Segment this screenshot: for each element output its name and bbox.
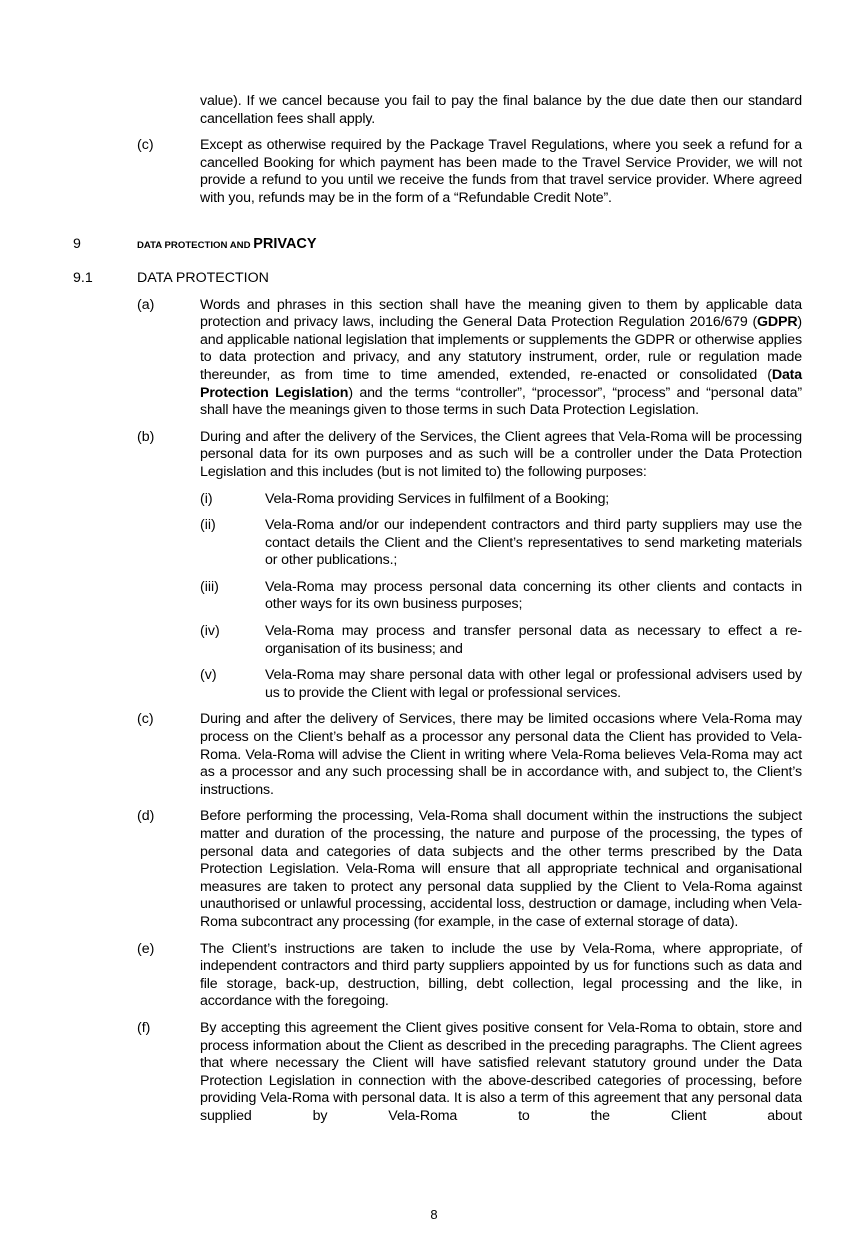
sub-clause-iii <box>0 579 856 614</box>
clause-number: (b) <box>137 428 155 445</box>
clause-number: (c) <box>137 137 154 154</box>
sub-clause-number: (i) <box>200 490 213 507</box>
clause-8-c <box>0 137 856 207</box>
clause-f <box>0 1020 856 1126</box>
clause-text: By accepting this agreement the Client gives positive consent for Vela-Roma to obtain, store and process information about the Client as described in the preceding paragraphs. The Client agrees that where necessary the Client will have satisfied relevant statutory ground under the Data Protection Legislation in connection with the above-described categories of processing, before providing Vela-Roma with personal data. It is also a term of this agreement that any personal data supplied by Vela-Roma to the Client about <box>200 1019 802 1124</box>
clause-d <box>0 808 856 931</box>
clause-text <box>200 297 802 420</box>
clause-text: During and after the delivery of Services, there may be limited occasions where Vela-Roma may process on the Client’s behalf as a processor any personal data the Client has provided to Vela-Roma. Vela-Roma will advise the Client in writing where Vela-Roma believes Vela-Roma may act as a processor and any such processing shall be in accordance with, and subject to, the Client’s instructions. <box>200 711 802 798</box>
section-heading <box>0 236 856 256</box>
clause-a <box>0 297 856 420</box>
clause-number: (e) <box>137 940 155 957</box>
continuation-paragraph <box>0 93 856 128</box>
section-number: 9 <box>73 235 81 252</box>
text-run: ) and applicable national legislation that implements or supplements the GDPR or otherwise applies to data protection and privacy, and any statutory instrument, order, rule or regulation made thereunder, as from time to time amended, extended, re-enacted or consolidated ( <box>200 314 802 383</box>
clause-text: During and after the delivery of the Services, the Client agrees that Vela-Roma will be processing personal data for its own purposes and as such will be a controller under the Data Protection Legislation and this includes (but is not limited to) the following purposes: <box>200 428 802 480</box>
clause-e <box>0 941 856 1011</box>
sub-clause-i <box>0 491 856 509</box>
defined-term: GDPR <box>757 314 798 331</box>
sub-clause-number: (ii) <box>200 517 216 534</box>
paragraph-text: value). If we cancel because you fail to pay the final balance by the due date then our standard cancellation fees shall apply. <box>200 93 802 127</box>
sub-clause-number: (v) <box>200 667 217 684</box>
sub-clause-text: Vela-Roma may process and transfer personal data as necessary to effect a re-organisation of its business; and <box>265 623 802 657</box>
text-run: ) and the terms “controller”, “processor”, “process” and “personal data” shall have the meanings given to those terms in such Data Protection Legislation. <box>200 384 802 419</box>
defined-term: Data Protection Legislation <box>200 366 802 401</box>
clause-number: (c) <box>137 711 154 728</box>
sub-clause-text: Vela-Roma may process personal data concerning its other clients and contacts in other ways for its own business purposes; <box>265 578 802 613</box>
clause-text: Before performing the processing, Vela-Roma shall document within the instructions the subject matter and duration of the processing, the nature and purpose of the processing, the types of personal data and categories of data subjects and the other terms prescribed by the Data Protection Legislation. Vela-Roma will ensure that all appropriate technical and organisational measures are taken to protect any personal data supplied by the Client to Vela-Roma against unauthorised or unlawful processing, accidental loss, destruction or damage, including when Vela-Roma subcontract any processing (for example, in the case of external storage of data). <box>200 808 802 930</box>
sub-clause-ii <box>0 517 856 570</box>
sub-clause-text: Vela-Roma providing Services in fulfilment of a Booking; <box>265 490 610 507</box>
subsection-heading <box>0 270 856 288</box>
clause-number: (d) <box>137 808 155 825</box>
sub-clause-iv <box>0 623 856 658</box>
text-run: Words and phrases in this section shall have the meaning given to them by applicable data protection and privacy laws, including the General Data Protection Regulation 2016/679 ( <box>200 296 802 331</box>
section-title-small: DATA PROTECTION AND <box>137 239 254 251</box>
clause-b <box>0 429 856 482</box>
sub-clause-v <box>0 667 856 702</box>
subsection-number: 9.1 <box>73 269 93 286</box>
clause-c <box>0 711 856 799</box>
clause-text: Except as otherwise required by the Package Travel Regulations, where you seek a refund for a cancelled Booking for which payment has been made to the Travel Service Provider, we will not provide a refund to you until we receive the funds from that travel service provider. Where agreed with you, refunds may be in the form of a “Refundable Credit Note”. <box>200 137 802 206</box>
sub-clause-number: (iv) <box>200 623 220 640</box>
page-number: 8 <box>430 1207 438 1222</box>
section-title-large: PRIVACY <box>253 235 317 252</box>
document-page <box>0 93 856 1135</box>
clause-number: (a) <box>137 296 155 313</box>
sub-clause-text: Vela-Roma may share personal data with other legal or professional advisers used by us to provide the Client with legal or professional services. <box>265 667 802 701</box>
clause-number: (f) <box>137 1019 151 1036</box>
subsection-title: DATA PROTECTION <box>137 269 269 286</box>
sub-clause-text: Vela-Roma and/or our independent contractors and third party suppliers may use the contact details the Client and the Client’s representatives to send marketing materials or other publications.; <box>265 517 802 569</box>
clause-text: The Client’s instructions are taken to include the use by Vela-Roma, where appropriate, of independent contractors and third party suppliers appointed by us for functions such as data and file storage, back-up, destruction, billing, debt collection, legal processing and the like, in accordance with the foregoing. <box>200 940 802 1010</box>
section-title <box>137 236 317 255</box>
sub-clause-number: (iii) <box>200 578 219 595</box>
